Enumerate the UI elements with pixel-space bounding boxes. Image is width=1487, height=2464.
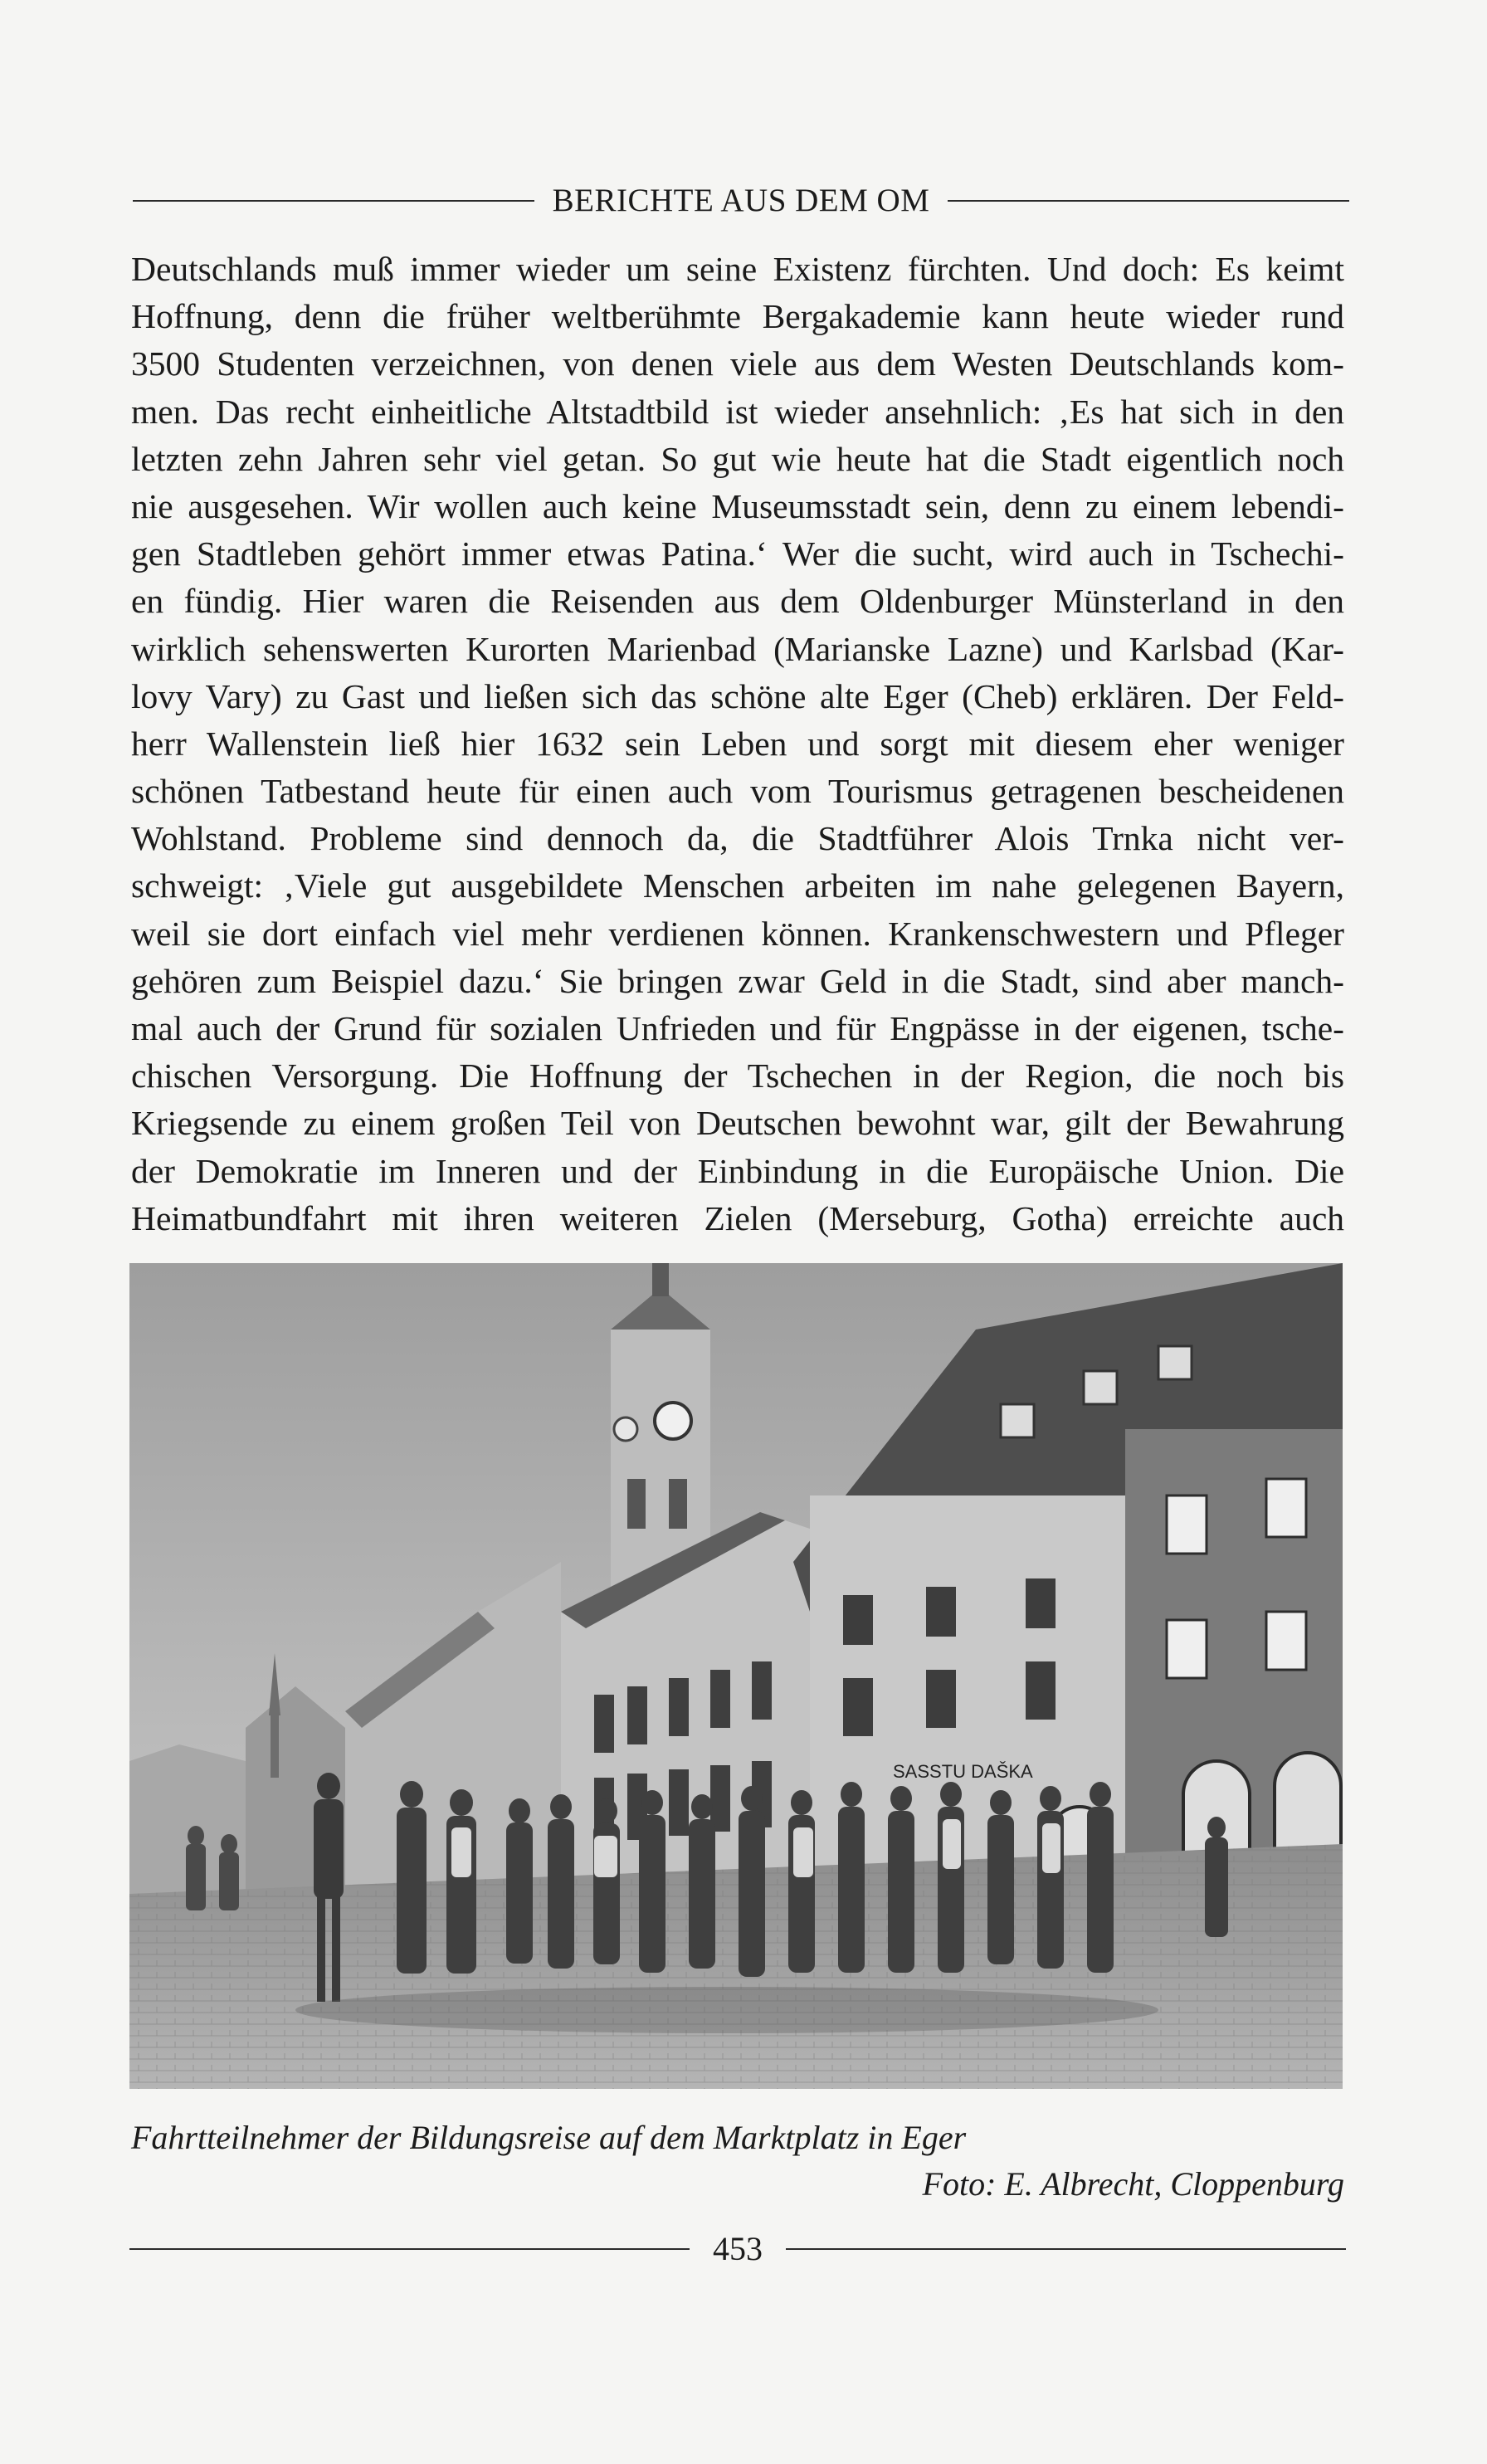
text-line: Heimatbundfahrt mit ihren weiteren Zielen (Merseburg, Gotha) erreichte auch xyxy=(131,1198,1344,1237)
text-line: weil sie dort einfach viel mehr verdienen können. Krankenschwestern und Pfleger xyxy=(131,914,1344,953)
photo-credit: Foto: E. Albrecht, Cloppenburg xyxy=(922,2165,1344,2203)
text-line: nie ausgesehen. Wir wollen auch keine Museumsstadt sein, denn zu einem lebendi- xyxy=(131,486,1344,525)
text-line: en fündig. Hier waren die Reisenden aus dem Oldenburger Münsterland in den xyxy=(131,582,1344,621)
page-number: 453 xyxy=(713,2230,763,2267)
text-line: Kriegsende zu einem großen Teil von Deutschen bewohnt war, gilt der Bewahrung xyxy=(131,1104,1344,1143)
header-rule-right xyxy=(948,200,1349,202)
text-line: schweigt: ‚Viele gut ausgebildete Menschen arbeiten im nahe gelegenen Bayern, xyxy=(131,866,1344,905)
footer-rule-left xyxy=(129,2248,690,2250)
text-line: mal auch der Grund für sozialen Unfrieden und für Engpässe in der eigenen, tsche- xyxy=(131,1009,1344,1047)
caption-text: Fahrtteilnehmer der Bildungsreise auf dem Marktplatz in Eger xyxy=(131,2119,967,2156)
running-header xyxy=(133,178,1349,224)
text-line: Deutschlands muß immer wieder um seine Existenz fürchten. Und doch: Es keimt xyxy=(131,250,1344,288)
shop-sign-text: SASSTU DAŠKA xyxy=(893,1761,1033,1782)
photo-caption xyxy=(131,2115,1344,2208)
text-line: Wohlstand. Probleme sind dennoch da, die Stadtführer Alois Trnka nicht ver- xyxy=(131,819,1344,858)
footer-rule-right xyxy=(786,2248,1346,2250)
text-line: letzten zehn Jahren sehr viel getan. So gut wie heute hat die Stadt eigentlich noch xyxy=(131,439,1344,478)
page-footer xyxy=(129,2224,1346,2274)
text-line: wirklich sehenswerten Kurorten Marienbad (Marianske Lazne) und Karlsbad (Kar- xyxy=(131,629,1344,668)
text-line: men. Das recht einheitliche Altstadtbild ist wieder ansehnlich: ‚Es hat sich in den xyxy=(131,392,1344,431)
text-line: Hoffnung, denn die früher weltberühmte Bergakademie kann heute wieder rund xyxy=(131,297,1344,336)
text-line: lovy Vary) zu Gast und ließen sich das schöne alte Eger (Cheb) erklären. Der Feld- xyxy=(131,676,1344,715)
market-square-photo xyxy=(129,1263,1343,2089)
text-line: schönen Tatbestand heute für einen auch vom Tourismus getragenen bescheidenen xyxy=(131,772,1344,811)
header-rule-left xyxy=(133,200,534,202)
header-title: BERICHTE AUS DEM OM xyxy=(552,183,930,218)
body-text xyxy=(131,246,1344,1242)
text-line: 3500 Studenten verzeichnen, von denen viele aus dem Westen Deutschlands kom- xyxy=(131,344,1344,383)
text-line: herr Wallenstein ließ hier 1632 sein Leben und sorgt mit diesem eher weniger xyxy=(131,724,1344,763)
text-line: der Demokratie im Inneren und der Einbindung in die Europäische Union. Die xyxy=(131,1151,1344,1190)
text-line: gehören zum Beispiel dazu.‘ Sie bringen zwar Geld in die Stadt, sind aber manch- xyxy=(131,961,1344,1000)
photo-illustration xyxy=(129,1263,1343,2089)
text-line: chischen Versorgung. Die Hoffnung der Tschechen in der Region, die noch bis xyxy=(131,1056,1344,1095)
text-line: gen Stadtleben gehört immer etwas Patina.‘ Wer die sucht, wird auch in Tschechi- xyxy=(131,534,1344,573)
